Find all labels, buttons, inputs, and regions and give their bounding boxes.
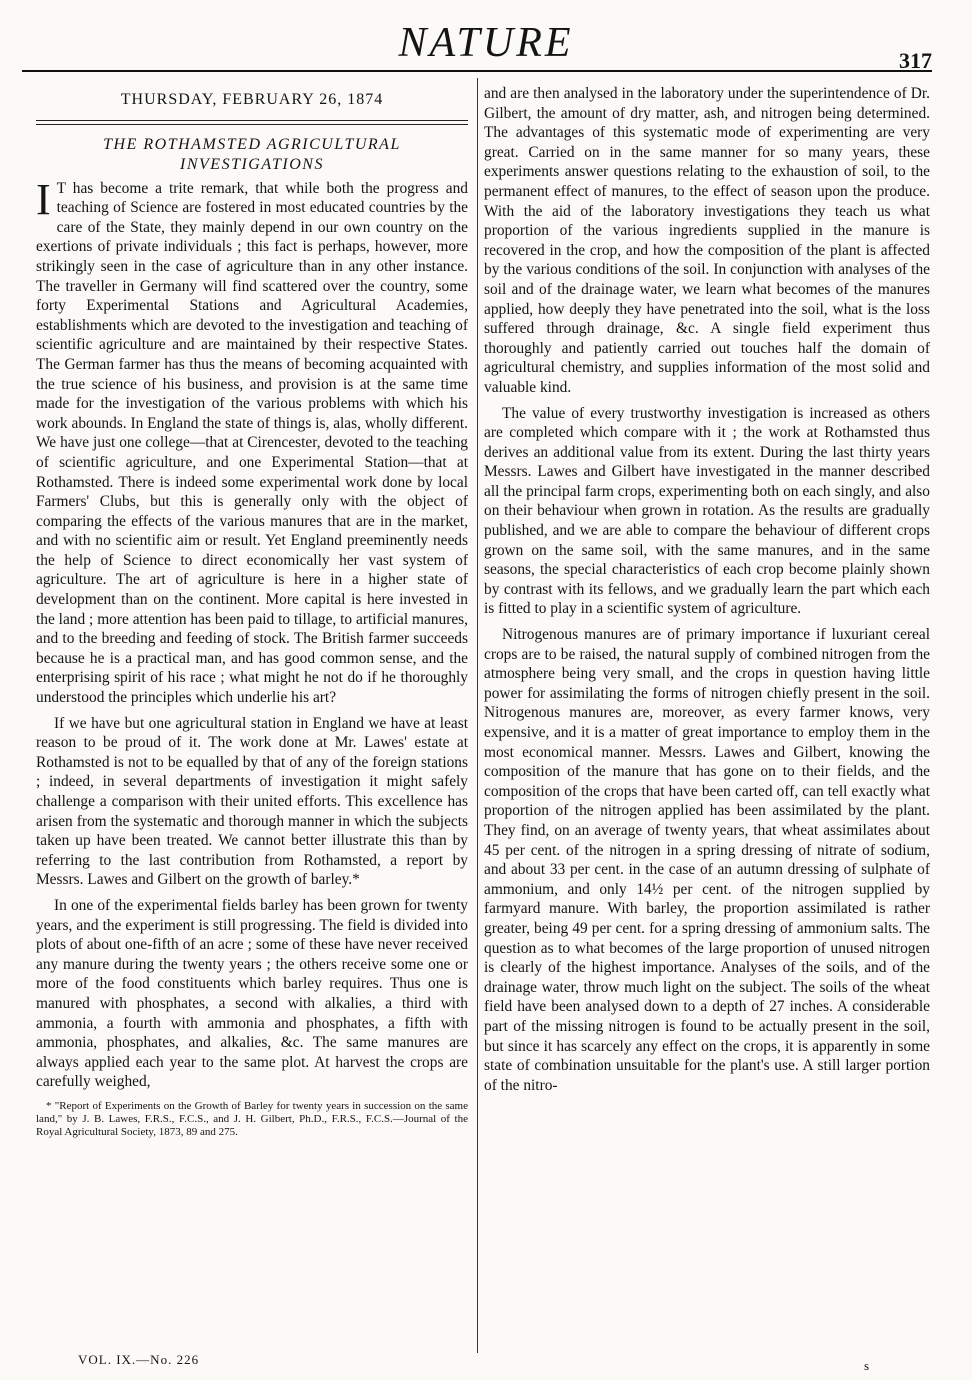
paragraph-6: Nitrogenous manures are of primary importance if luxuriant cereal crops are to be raised, the natural supply of combined nitrogen from the atmosphere being very small, and the crops in question having little power for assimilating the forms of nitrogen chiefly present in the soil. Nitrogenous manures are, moreover, as every farmer knows, very expensive, and it is a matter of great importance to employ them in the most economical manner. Messrs. Lawes and Gilbert, knowing the composition of the manure that has gone on to their fields, and the composition of the crops that have been carted off, can tell exactly what proportion of the nitrogen applied has been assimilated by the plant. They find, on an average of twenty years, that wheat assimilates about 45 per cent. of the nitrogen in a spring dressing of nitrate of sodium, and about 33 per cent. in the case of an autumn dressing of sulphate of ammonium, and only 14½ per cent. of the nitrogen supplied by farmyard manure. With barley, the proportion assimilated is rather greater, being 49 per cent. for a spring dressing of ammonium salts. The question as to what becomes of the large proportion of unused nitrogen is clearly of the highest importance. Analyses of the soils, and of the drainage water, throw much light on the subject. The soils of the wheat field have been analysed down to a depth of 27 inches. A considerable part of the missing nitrogen is found to be actually present in the soil, but since it has scarcely any effect on the crops, it is apparently in some state of combination unsuitable for the plant's use. A still larger portion of the nitro- [484,626,930,1094]
page-number: 317 [899,48,932,73]
masthead-rule [22,70,932,72]
left-column [36,84,468,1374]
paragraph-3: In one of the experimental fields barley has been grown for twenty years, and the experiment is still progressing. The field is divided into plots of about one-fifth of an acre ; some of these have never received any manure during the twenty years ; the others receive some one or more of the food constituents which barley requires. Thus one is manured with phosphates, a second with alkalies, a third with ammonia, a fourth with ammonia and phosphates, a fifth with ammonia, phosphates, and alkalies, &c. The same manures are always applied each year to the same plot. At harvest the crops are carefully weighed, [36,896,468,1091]
masthead [0,18,972,74]
volume-line: VOL. IX.—No. 226 [78,1352,200,1367]
header-rules [36,120,468,125]
paragraph-5: The value of every trustworthy investigation is increased as others are completed which compare with it ; the work at Rothamsted thus derives an additional value from its extent. During the last thirty years Messrs. Lawes and Gilbert have investigated in the manner described all the principal farm crops, experimenting both on each singly, and also on their behaviour when grown in rotation. As the results are gradually published, and we are able to compare the behaviour of different crops grown on the same soil, with the same manures, and in the same seasons, the special characteristics of each crop become plainly shown by contrast with its fellows, and we gradually learn the part which each is fitted to play in a scientific system of agriculture. [484,404,930,618]
journal-title: NATURE [398,20,574,66]
drop-cap: I [36,174,51,224]
paragraph-1-text: T has become a trite remark, that while both the progress and teaching of Science are fostered in most educated countries by the care of the State, they mainly depend in our own country on the exertions of private individuals ; this fact is perhaps, however, more strikingly seen in the case of agriculture than in any other instance. The traveller in Germany will find scattered over the country, some forty Experimental Stations and Agricultural Academies, establishments which are devoted to the investigation and teaching of scientific agriculture and are maintained by their respective States. The German farmer has thus the means of becoming acquainted with the true science of his business, and provision is at the same time made for the investigation of the various problems with which his work abounds. In England the state of things is, alas, wholly different. We have just one college—that at Cirencester, devoted to the teaching of scientific agriculture, and one Experimental Station—that at Rothamsted. There is indeed some experimental work done by local Farmers' Clubs, but this is generally only with the object of comparing the effects of the various manures that are in the market, and with no scientific aim or result. Yet England preeminently needs the help of Science to direct economically her vast system of agriculture. The art of agriculture is here in a higher state of development than on the continent. More capital is here invested in the land ; more attention has been paid to tillage, to artificial manures, and to the breeding and feeding of stock. The British farmer succeeds because he is a practical man, and has good common sense, and the enterprising spirit of his race ; what might he not do if he thoroughly understood the principles which underlie his art? [36,179,468,707]
issue-date: THURSDAY, FEBRUARY 26, 1874 [120,91,384,108]
paragraph-4: and are then analysed in the laboratory under the superintendence of Dr. Gilbert, the amount of dry matter, ash, and nitrogen being determined. The advantages of this systematic mode of experimenting are very great. Carried on in the same manner for so many years, these experiments answer questions relating to the exhaustion of soil, to the permanent effect of manures, to the effect of season upon the produce. With the aid of the laboratory investigations they teach us what proportion of the various ingredients supplied in the manure is recovered in the crop, and how the composition of the plant is affected by the various conditions of the soil. In conjunction with analyses of the soil and of the drainage water, we learn what becomes of the manures applied, how deeply they have penetrated into the soil, what is the loss suffered through drainage, &c. A single field experiment thus thoroughly and patiently carried out touches half the domain of agricultural chemistry, and supplies information of the most solid and valuable kind. [484,85,930,396]
column-divider [477,78,478,1353]
article-title: THE ROTHAMSTED AGRICULTURAL INVESTIGATIONS [103,135,401,173]
footnote: * "Report of Experiments on the Growth of Barley for twenty years in succession on the same land," by J. B. Lawes, F.R.S., F.C.S., and J. H. Gilbert, Ph.D., F.R.S., F.C.S.—Journal of the Royal Agricultural Society, 1873, 89 and 275. [36,1099,468,1138]
right-column [484,84,930,1374]
printer-signature: s [864,1358,870,1373]
paragraph-1 [36,174,468,708]
paragraph-2: If we have but one agricultural station in England we have at least reason to be proud of it. The work done at Mr. Lawes' estate at Rothamsted is not to be equalled by that of any of the foreign stations ; indeed, in several departments of investigation it might safely challenge a comparison with their united efforts. This excellence has arisen from the systematic and thorough manner in which the subjects taken up have been treated. We cannot better illustrate this than by referring to the last contribution from Rothamsted, a report by Messrs. Lawes and Gilbert on the growth of barley.* [36,714,468,889]
